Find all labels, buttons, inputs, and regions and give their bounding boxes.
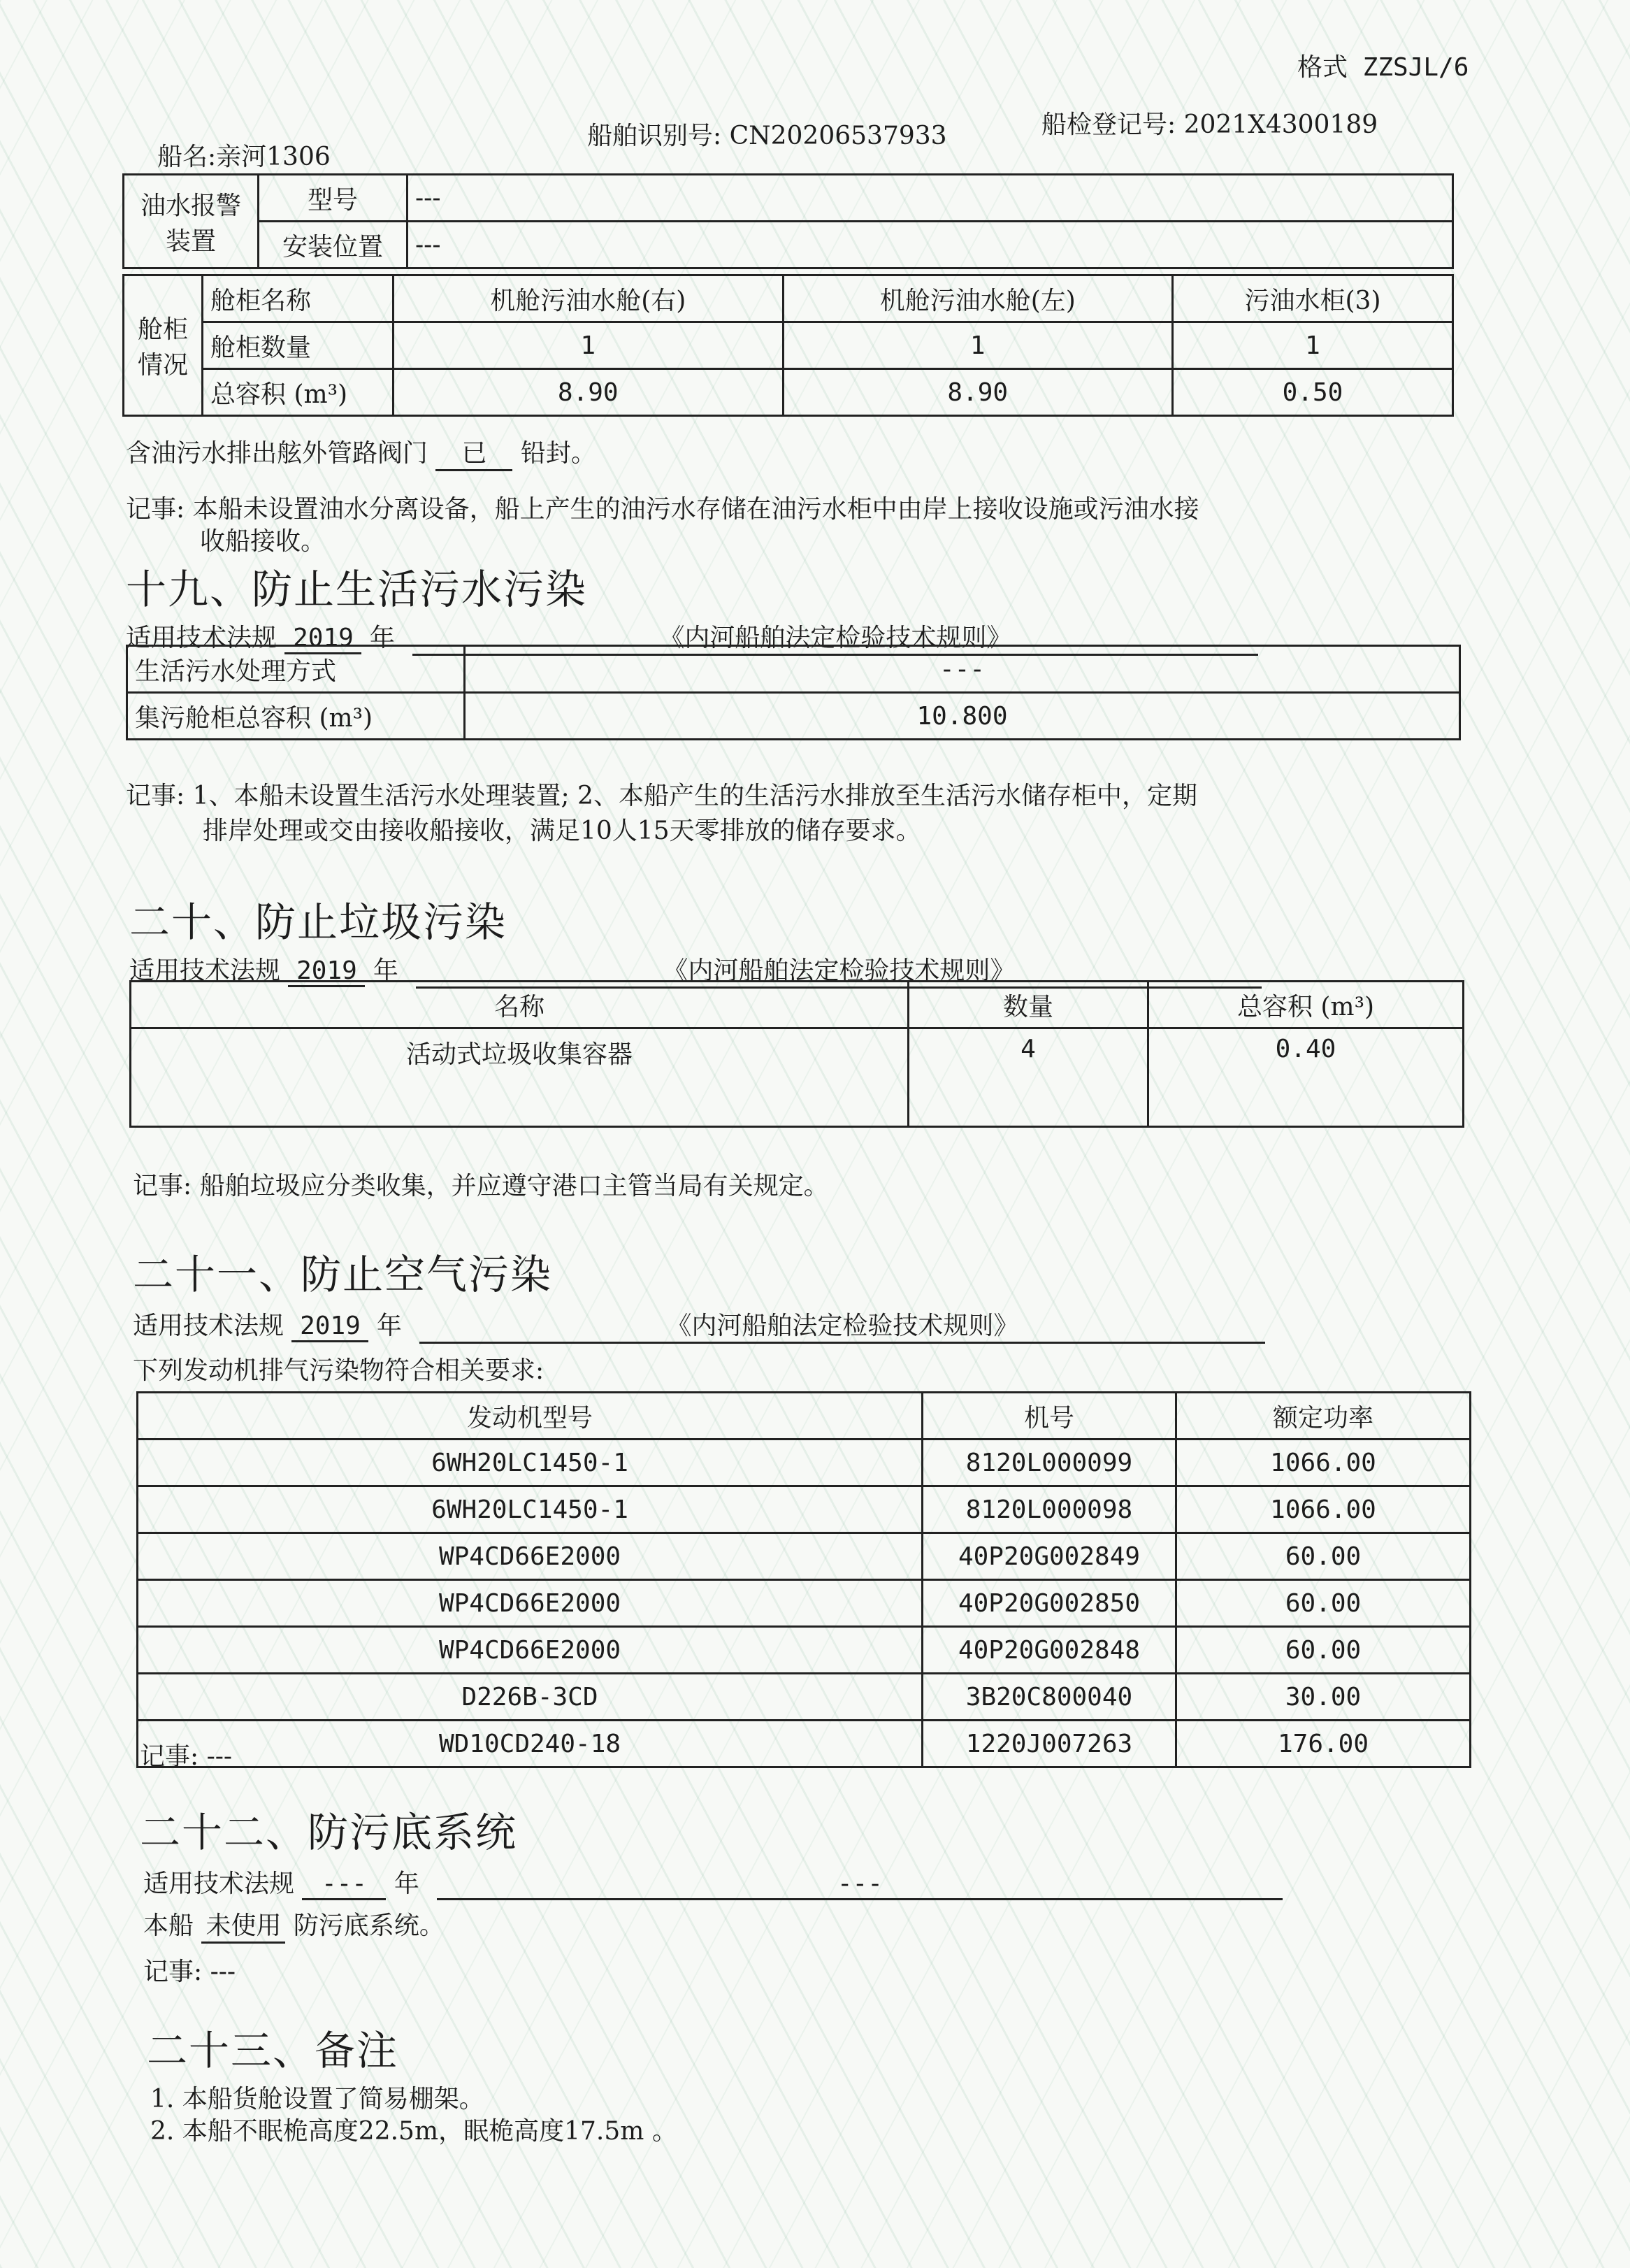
sec22-year-unit: 年	[394, 1869, 419, 1898]
sec21-intro: 下列发动机排气污染物符合相关要求:	[133, 1356, 544, 1385]
engine-power: 60.00	[1176, 1580, 1471, 1627]
tank-count-3: 1	[1173, 322, 1453, 369]
engine-power: 1066.00	[1176, 1440, 1471, 1486]
sec19-title: 十九、防止生活污水污染	[126, 566, 588, 613]
engine-model: WP4CD66E2000	[138, 1533, 923, 1580]
sewage-method-value: ---	[465, 646, 1460, 693]
engine-model: D226B-3CD	[138, 1674, 923, 1721]
oil-alarm-label: 油水报警装置	[124, 175, 259, 268]
sec20-title: 二十、防止垃圾污染	[129, 898, 507, 946]
garbage-header-qty: 数量	[909, 982, 1148, 1028]
oil-note-line-2: 收船接收。	[200, 527, 326, 556]
sec19-note-line-2: 排岸处理或交由接收船接收，满足10人15天零排放的储存要求。	[203, 817, 921, 845]
valve-value: 已	[435, 433, 512, 471]
model-value: ---	[408, 175, 1453, 222]
garbage-header-volume: 总容积 (m³)	[1148, 982, 1464, 1028]
tank-volume-1: 8.90	[394, 369, 784, 416]
engine-row	[138, 1580, 1471, 1627]
engine-row	[138, 1674, 1471, 1721]
tank-name-label: 舱柜名称	[203, 275, 394, 322]
sec20-note: 记事: 船舶垃圾应分类收集，并应遵守港口主管当局有关规定。	[133, 1172, 829, 1200]
sec19-year: 2019	[284, 624, 361, 654]
tanks-table	[122, 274, 1454, 417]
sec19-note-line-1: 记事: 1、本船未设置生活污水处理装置; 2、本船产生的生活污水排放至生活污水储存柜中，定期	[126, 782, 1197, 810]
tank-name-3: 污油水柜(3)	[1173, 275, 1453, 322]
sec23-title: 二十三、备注	[147, 2027, 399, 2074]
ship-name: 船名:亲河1306	[157, 143, 331, 171]
engine-row	[138, 1440, 1471, 1486]
sewage-volume-label: 集污舱柜总容积 (m³)	[127, 693, 465, 740]
sec22-usage-suffix: 防污底系统。	[293, 1911, 445, 1940]
tank-name-1: 机舱污油水舱(右)	[394, 275, 784, 322]
sec20-reg-name: 《内河船舶法定检验技术规则》	[416, 951, 1262, 989]
engine-model: WP4CD66E2000	[138, 1627, 923, 1674]
valve-suffix: 铅封。	[520, 439, 596, 468]
engine-row	[138, 1486, 1471, 1533]
format-code: 格式 ZZSJL/6	[1297, 53, 1469, 82]
registry-number: 船检登记号: 2021X4300189	[1041, 110, 1378, 139]
garbage-table	[129, 980, 1464, 1128]
engine-power: 176.00	[1176, 1721, 1471, 1767]
garbage-item-name: 活动式垃圾收集容器	[131, 1028, 909, 1127]
sec19-reg-name: 《内河船舶法定检验技术规则》	[412, 618, 1258, 656]
engine-row	[138, 1533, 1471, 1580]
engine-header-serial: 机号	[923, 1393, 1176, 1440]
sec22-reg-name: ---	[437, 1869, 1283, 1900]
position-value: ---	[408, 222, 1453, 268]
sec22-reg-label: 适用技术法规	[143, 1869, 295, 1898]
tank-count-1: 1	[394, 322, 784, 369]
engine-row	[138, 1721, 1471, 1767]
engine-model: 6WH20LC1450-1	[138, 1440, 923, 1486]
sewage-method-label: 生活污水处理方式	[127, 646, 465, 693]
sec22-usage-prefix: 本船	[143, 1911, 194, 1940]
tank-volume-label: 总容积 (m³)	[203, 369, 394, 416]
remark-item: 1. 本船货舱设置了简易棚架。	[150, 2085, 484, 2113]
sec21-reg-name: 《内河船舶法定检验技术规则》	[419, 1306, 1265, 1344]
position-label: 安装位置	[259, 222, 408, 268]
tank-count-label: 舱柜数量	[203, 322, 394, 369]
sec21-year: 2019	[291, 1312, 368, 1342]
tanks-label: 舱柜情况	[124, 275, 203, 416]
sewage-volume-value: 10.800	[465, 693, 1460, 740]
sewage-table	[126, 645, 1461, 740]
sec22-usage	[143, 1906, 445, 1944]
sec21-title: 二十一、防止空气污染	[133, 1251, 553, 1298]
sec22-title: 二十二、防污底系统	[140, 1809, 518, 1856]
garbage-item-volume: 0.40	[1148, 1028, 1464, 1127]
engine-serial: 3B20C800040	[923, 1674, 1176, 1721]
sec21-regulation	[133, 1306, 1265, 1344]
sec20-year-unit: 年	[373, 956, 398, 985]
remark-item: 2. 本船不眠桅高度22.5m，眠桅高度17.5m 。	[150, 2117, 677, 2146]
engine-model: WD10CD240-18	[138, 1721, 923, 1767]
sec22-note: 记事: ---	[143, 1958, 236, 1986]
garbage-item-qty: 4	[909, 1028, 1148, 1127]
engine-model: 6WH20LC1450-1	[138, 1486, 923, 1533]
sec21-reg-label: 适用技术法规	[133, 1312, 284, 1340]
engine-model: WP4CD66E2000	[138, 1580, 923, 1627]
tank-name-2: 机舱污油水舱(左)	[783, 275, 1173, 322]
ship-id: 船舶识别号: CN20206537933	[587, 122, 947, 150]
sec21-year-unit: 年	[376, 1312, 402, 1340]
sec20-reg-label: 适用技术法规	[129, 956, 281, 985]
oil-note-line-1: 记事: 本船未设置油水分离设备，船上产生的油污水存储在油污水柜中由岸上接收设施或污油水接	[126, 495, 1199, 524]
sec20-year: 2019	[288, 956, 365, 987]
valve-line	[126, 433, 596, 471]
sec22-year: ---	[302, 1869, 386, 1900]
model-label: 型号	[259, 175, 408, 222]
engine-power: 30.00	[1176, 1674, 1471, 1721]
sec19-reg-label: 适用技术法规	[126, 624, 277, 652]
valve-prefix: 含油污水排出舷外管路阀门	[126, 439, 428, 468]
engine-power: 1066.00	[1176, 1486, 1471, 1533]
engine-serial: 40P20G002850	[923, 1580, 1176, 1627]
engine-power: 60.00	[1176, 1533, 1471, 1580]
engine-serial: 40P20G002848	[923, 1627, 1176, 1674]
oil-alarm-table	[122, 173, 1454, 269]
engine-row	[138, 1627, 1471, 1674]
sec22-regulation	[143, 1864, 1283, 1900]
engine-header-model: 发动机型号	[138, 1393, 923, 1440]
engine-serial: 8120L000098	[923, 1486, 1176, 1533]
sec19-year-unit: 年	[369, 624, 395, 652]
tank-volume-2: 8.90	[783, 369, 1173, 416]
garbage-header-name: 名称	[131, 982, 909, 1028]
engine-serial: 40P20G002849	[923, 1533, 1176, 1580]
engine-serial: 8120L000099	[923, 1440, 1176, 1486]
engine-serial: 1220J007263	[923, 1721, 1176, 1767]
engine-power: 60.00	[1176, 1627, 1471, 1674]
sec22-usage-value: 未使用	[201, 1906, 285, 1944]
tank-volume-3: 0.50	[1173, 369, 1453, 416]
engine-header-power: 额定功率	[1176, 1393, 1471, 1440]
sec21-note: 记事: ---	[140, 1742, 233, 1771]
engine-table	[136, 1391, 1471, 1768]
tank-count-2: 1	[783, 322, 1173, 369]
